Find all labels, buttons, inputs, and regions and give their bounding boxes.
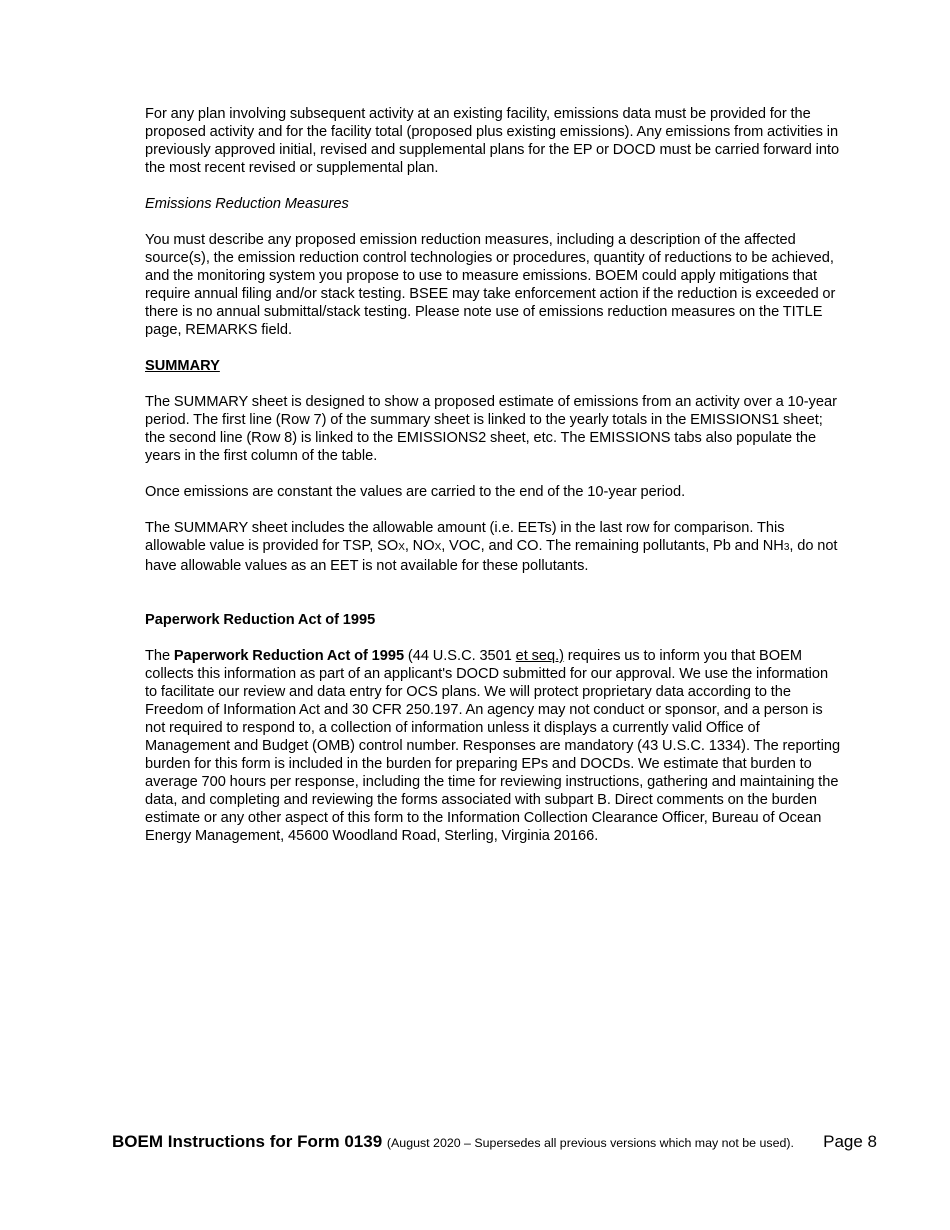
paragraph-paperwork-reduction-act (145, 647, 841, 845)
footer-title: BOEM Instructions for Form 0139 (112, 1132, 383, 1151)
paragraph-summary-sheet: The SUMMARY sheet is designed to show a proposed estimate of emissions from an activity over a 10-year period. The first line (Row 7) of the summary sheet is linked to the yearly totals in the EMISSIONS1 sheet; the second line (Row 8) is linked to the EMISSIONS2 sheet, etc. The EMISSIONS tabs also populate the years in the first column of the table. (145, 394, 837, 464)
subscript-x-1: X (398, 542, 405, 553)
pra-text-3: requires us to inform you that BOEM collects this information as part of an applicant's DOCD submitted for our approval. We use the information to facilitate our review and data entry for OCS plans. We will protect proprietary data according to the Freedom of Information Act and 30 CFR 250.197. An agency may not conduct or sponsor, and a person is not required to respond to, a collection of information unless it displays a currently valid Office of Management and Budget (OMB) control number. Responses are mandatory (43 U.S.C. 1334). The reporting burden for this form is included in the burden for preparing EPs and DOCDs. We estimate that burden to average 700 hours per response, including the time for reviewing instructions, gathering and maintaining the data, and completing and reviewing the forms associated with subpart B. Direct comments on the burden estimate or any other aspect of this form to the Information Collection Clearance Officer, Bureau of Ocean Energy Management, 45600 Woodland Road, Sterling, Virginia 20166. (145, 648, 841, 844)
pra-text-2: (44 U.S.C. 3501 (404, 648, 516, 664)
pra-et-seq: et seq.) (515, 648, 565, 664)
footer-title-block (112, 1132, 794, 1152)
footer-note: (August 2020 – Supersedes all previous versions which may not be used). (386, 1136, 794, 1150)
emissions-reduction-measures-heading: Emissions Reduction Measures (145, 196, 349, 212)
paragraph-emission-reduction: You must describe any proposed emission reduction measures, including a description of the affected source(s), the emission reduction control technologies or procedures, quantity of reductions to be achieved, and the monitoring system you propose to use to measure emissions. BOEM could apply mitigations that require annual filing and/or stack testing. BSEE may take enforcement action if the reduction is exceeded or there is no annual submittal/stack testing. Please note use of emissions reduction measures on the TITLE page, REMARKS field. (145, 232, 836, 338)
paragraph-constant-emissions: Once emissions are constant the values are carried to the end of the 10-year period. (145, 484, 686, 500)
paperwork-reduction-act-heading: Paperwork Reduction Act of 1995 (145, 612, 376, 628)
subscript-x-2: X (434, 542, 442, 553)
page-footer (112, 1132, 877, 1156)
page-number: Page 8 (823, 1132, 877, 1151)
pra-bold-title: Paperwork Reduction Act of 1995 (173, 648, 405, 664)
paragraph-existing-facility: For any plan involving subsequent activity at an existing facility, emissions data must be provided for the proposed activity and for the facility total (proposed plus existing emissions). Any emissions from activities in previously approved initial, revised and supplemental plans for the EP or DOCD must be carried forward into the most recent revised or supplemental plan. (145, 106, 840, 176)
pra-text-1: The (145, 648, 174, 664)
allowable-text-4: , do not have allowable values as an EET is not available for these pollutants. (145, 538, 838, 574)
document-body (145, 105, 841, 845)
subscript-3: 3 (783, 542, 790, 553)
allowable-text-3: , VOC, and CO. The remaining pollutants, Pb and NH (441, 538, 784, 554)
paragraph-allowable-amount (145, 519, 841, 575)
allowable-text-2: , NO (404, 538, 435, 554)
summary-heading: SUMMARY (145, 358, 220, 374)
allowable-text-1: The SUMMARY sheet includes the allowable amount (i.e. EETs) in the last row for comparison. This allowable value is provided for TSP, SO (145, 520, 785, 554)
